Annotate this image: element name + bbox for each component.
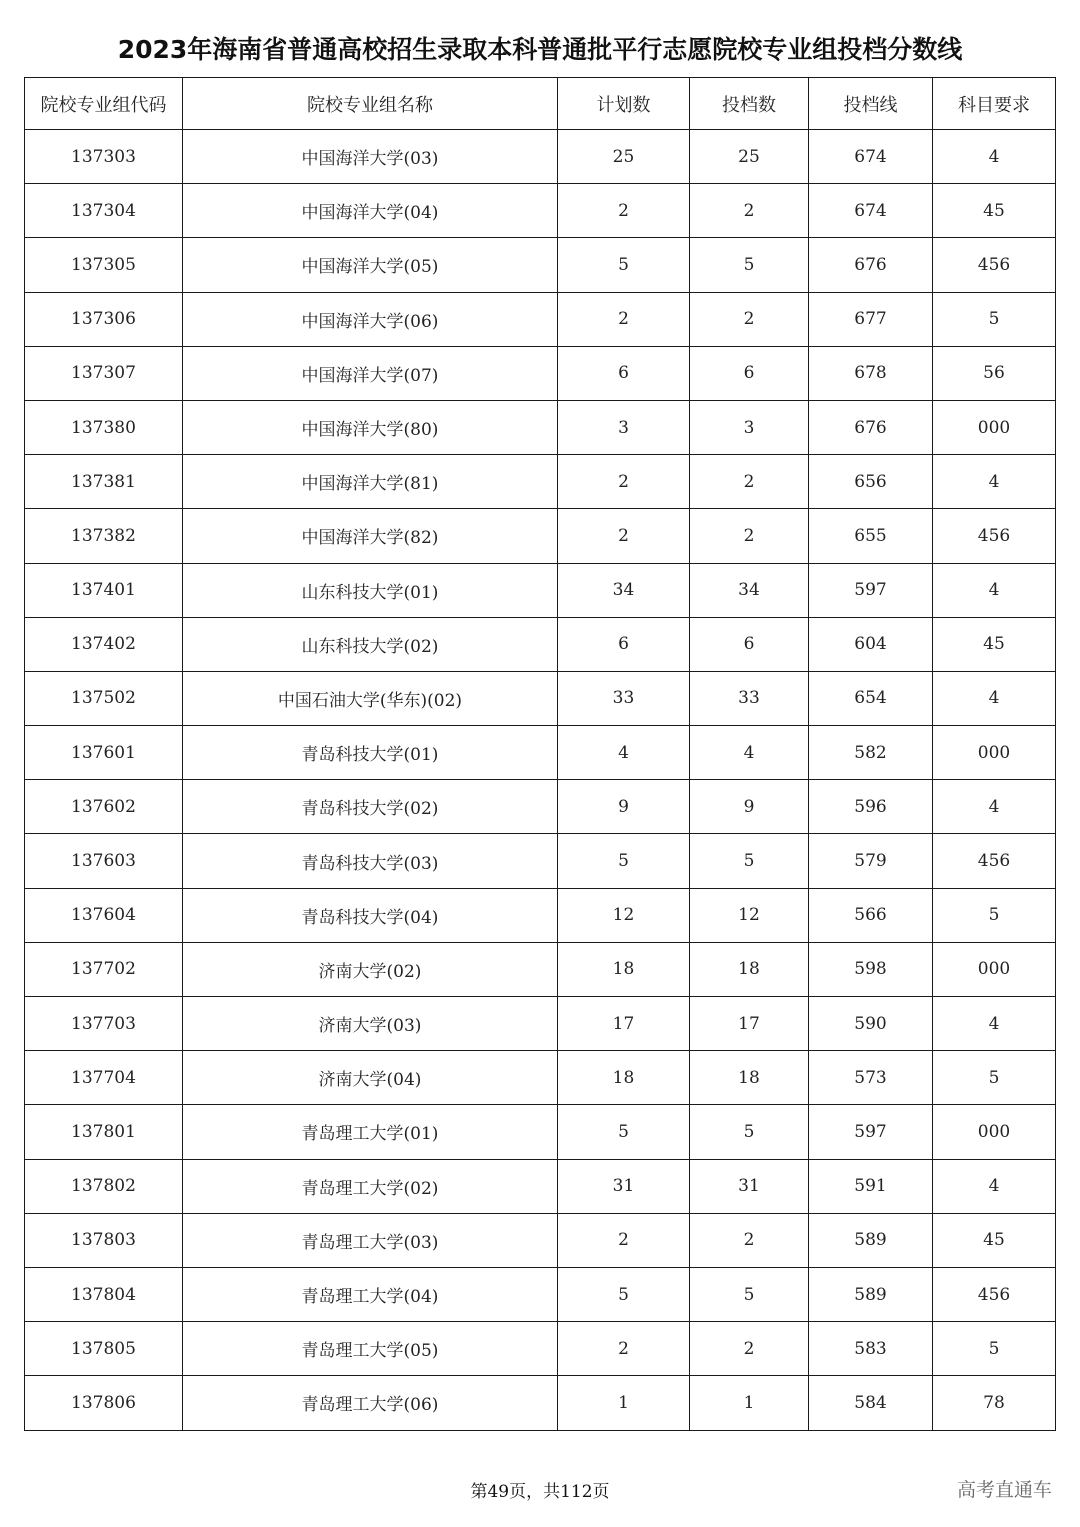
- subject-requirement-cell: 456: [933, 509, 1056, 563]
- cutoff-score-cell: 597: [809, 1105, 933, 1159]
- group-name-cell: 中国海洋大学(07): [183, 346, 558, 400]
- subject-requirement-cell: 5: [933, 292, 1056, 346]
- plan-count-cell: 3: [558, 400, 690, 454]
- subject-requirement-cell: 5: [933, 1322, 1056, 1376]
- plan-count-cell: 6: [558, 617, 690, 671]
- plan-count-cell: 25: [558, 130, 690, 184]
- cutoff-score-cell: 676: [809, 238, 933, 292]
- group-code-cell: 137806: [25, 1376, 183, 1430]
- subject-requirement-cell: 000: [933, 726, 1056, 780]
- page-number: 第49页，共112页: [470, 1482, 610, 1502]
- group-code-cell: 137307: [25, 346, 183, 400]
- group-name-cell: 青岛科技大学(02): [183, 780, 558, 834]
- plan-count-cell: 4: [558, 726, 690, 780]
- cutoff-score-cell: 583: [809, 1322, 933, 1376]
- subject-requirement-cell: 45: [933, 617, 1056, 671]
- filed-count-cell: 25: [690, 130, 809, 184]
- group-code-cell: 137704: [25, 1051, 183, 1105]
- group-name-cell: 青岛理工大学(02): [183, 1159, 558, 1213]
- plan-count-cell: 2: [558, 292, 690, 346]
- filed-count-cell: 2: [690, 184, 809, 238]
- table-row: [25, 346, 1056, 400]
- filed-count-cell: 4: [690, 726, 809, 780]
- header-row: [25, 78, 1056, 130]
- table-row: [25, 1213, 1056, 1267]
- filed-count-cell: 2: [690, 455, 809, 509]
- subject-requirement-cell: 4: [933, 455, 1056, 509]
- cutoff-score-cell: 573: [809, 1051, 933, 1105]
- group-code-cell: 137703: [25, 997, 183, 1051]
- filed-count-cell: 3: [690, 400, 809, 454]
- cutoff-score-cell: 597: [809, 563, 933, 617]
- cutoff-score-cell: 655: [809, 509, 933, 563]
- plan-count-cell: 2: [558, 1322, 690, 1376]
- subject-requirement-cell: 456: [933, 1267, 1056, 1321]
- group-code-cell: 137603: [25, 834, 183, 888]
- group-code-cell: 137602: [25, 780, 183, 834]
- subject-requirement-cell: 4: [933, 1159, 1056, 1213]
- table-row: [25, 238, 1056, 292]
- cutoff-score-cell: 579: [809, 834, 933, 888]
- group-name-cell: 济南大学(02): [183, 942, 558, 996]
- cutoff-score-cell: 656: [809, 455, 933, 509]
- group-code-cell: 137601: [25, 726, 183, 780]
- cutoff-score-cell: 589: [809, 1267, 933, 1321]
- group-name-cell: 中国海洋大学(82): [183, 509, 558, 563]
- filed-count-cell: 6: [690, 346, 809, 400]
- group-name-cell: 青岛理工大学(01): [183, 1105, 558, 1159]
- group-code-cell: 137604: [25, 888, 183, 942]
- group-code-cell: 137801: [25, 1105, 183, 1159]
- subject-requirement-cell: 4: [933, 130, 1056, 184]
- header-group-code: 院校专业组代码: [25, 78, 183, 130]
- cutoff-score-cell: 590: [809, 997, 933, 1051]
- group-code-cell: 137381: [25, 455, 183, 509]
- group-code-cell: 137802: [25, 1159, 183, 1213]
- filed-count-cell: 5: [690, 238, 809, 292]
- table-row: [25, 509, 1056, 563]
- subject-requirement-cell: 000: [933, 400, 1056, 454]
- table-row: [25, 617, 1056, 671]
- subject-requirement-cell: 456: [933, 238, 1056, 292]
- table-row: [25, 942, 1056, 996]
- cutoff-score-cell: 604: [809, 617, 933, 671]
- table-row: [25, 563, 1056, 617]
- cutoff-score-cell: 678: [809, 346, 933, 400]
- group-name-cell: 中国海洋大学(06): [183, 292, 558, 346]
- subject-requirement-cell: 45: [933, 1213, 1056, 1267]
- subject-requirement-cell: 4: [933, 563, 1056, 617]
- subject-requirement-cell: 000: [933, 942, 1056, 996]
- cutoff-score-cell: 677: [809, 292, 933, 346]
- plan-count-cell: 18: [558, 1051, 690, 1105]
- filed-count-cell: 5: [690, 1267, 809, 1321]
- group-name-cell: 青岛理工大学(03): [183, 1213, 558, 1267]
- group-name-cell: 中国石油大学(华东)(02): [183, 671, 558, 725]
- filed-count-cell: 31: [690, 1159, 809, 1213]
- cutoff-score-cell: 591: [809, 1159, 933, 1213]
- filed-count-cell: 2: [690, 1322, 809, 1376]
- filed-count-cell: 9: [690, 780, 809, 834]
- plan-count-cell: 18: [558, 942, 690, 996]
- plan-count-cell: 5: [558, 1267, 690, 1321]
- table-row: [25, 1159, 1056, 1213]
- filed-count-cell: 5: [690, 834, 809, 888]
- filed-count-cell: 18: [690, 942, 809, 996]
- plan-count-cell: 34: [558, 563, 690, 617]
- table-row: [25, 1322, 1056, 1376]
- header-plan-count: 计划数: [558, 78, 690, 130]
- plan-count-cell: 1: [558, 1376, 690, 1430]
- subject-requirement-cell: 56: [933, 346, 1056, 400]
- header-subject-requirement: 科目要求: [933, 78, 1056, 130]
- cutoff-score-cell: 598: [809, 942, 933, 996]
- group-code-cell: 137306: [25, 292, 183, 346]
- group-name-cell: 山东科技大学(02): [183, 617, 558, 671]
- table-row: [25, 834, 1056, 888]
- cutoff-score-cell: 676: [809, 400, 933, 454]
- subject-requirement-cell: 5: [933, 888, 1056, 942]
- group-code-cell: 137401: [25, 563, 183, 617]
- cutoff-score-cell: 584: [809, 1376, 933, 1430]
- group-name-cell: 青岛科技大学(03): [183, 834, 558, 888]
- header-filed-count: 投档数: [690, 78, 809, 130]
- group-name-cell: 山东科技大学(01): [183, 563, 558, 617]
- plan-count-cell: 17: [558, 997, 690, 1051]
- subject-requirement-cell: 78: [933, 1376, 1056, 1430]
- plan-count-cell: 12: [558, 888, 690, 942]
- subject-requirement-cell: 000: [933, 1105, 1056, 1159]
- group-code-cell: 137304: [25, 184, 183, 238]
- table-row: [25, 184, 1056, 238]
- group-code-cell: 137380: [25, 400, 183, 454]
- group-name-cell: 中国海洋大学(81): [183, 455, 558, 509]
- cutoff-score-cell: 596: [809, 780, 933, 834]
- filed-count-cell: 6: [690, 617, 809, 671]
- score-table: [24, 77, 1056, 1431]
- filed-count-cell: 34: [690, 563, 809, 617]
- plan-count-cell: 2: [558, 455, 690, 509]
- table-row: [25, 888, 1056, 942]
- filed-count-cell: 1: [690, 1376, 809, 1430]
- group-name-cell: 青岛理工大学(05): [183, 1322, 558, 1376]
- table-body: [25, 130, 1056, 1431]
- plan-count-cell: 5: [558, 1105, 690, 1159]
- group-code-cell: 137804: [25, 1267, 183, 1321]
- plan-count-cell: 6: [558, 346, 690, 400]
- group-name-cell: 济南大学(03): [183, 997, 558, 1051]
- plan-count-cell: 33: [558, 671, 690, 725]
- table-row: [25, 1051, 1056, 1105]
- group-name-cell: 中国海洋大学(04): [183, 184, 558, 238]
- subject-requirement-cell: 45: [933, 184, 1056, 238]
- group-code-cell: 137502: [25, 671, 183, 725]
- group-name-cell: 青岛理工大学(04): [183, 1267, 558, 1321]
- subject-requirement-cell: 4: [933, 671, 1056, 725]
- table-row: [25, 455, 1056, 509]
- table-row: [25, 400, 1056, 454]
- page-title: 2023年海南省普通高校招生录取本科普通批平行志愿院校专业组投档分数线: [117, 35, 963, 64]
- table-row: [25, 780, 1056, 834]
- cutoff-score-cell: 582: [809, 726, 933, 780]
- plan-count-cell: 9: [558, 780, 690, 834]
- plan-count-cell: 2: [558, 184, 690, 238]
- header-group-name: 院校专业组名称: [183, 78, 558, 130]
- group-name-cell: 中国海洋大学(80): [183, 400, 558, 454]
- filed-count-cell: 18: [690, 1051, 809, 1105]
- group-code-cell: 137382: [25, 509, 183, 563]
- plan-count-cell: 5: [558, 238, 690, 292]
- group-name-cell: 青岛科技大学(04): [183, 888, 558, 942]
- group-code-cell: 137702: [25, 942, 183, 996]
- table-row: [25, 1105, 1056, 1159]
- table-row: [25, 726, 1056, 780]
- subject-requirement-cell: 456: [933, 834, 1056, 888]
- table-row: [25, 1267, 1056, 1321]
- header-cutoff-score: 投档线: [809, 78, 933, 130]
- table-row: [25, 1376, 1056, 1430]
- watermark: 高考直通车: [956, 1479, 1052, 1501]
- group-name-cell: 济南大学(04): [183, 1051, 558, 1105]
- cutoff-score-cell: 654: [809, 671, 933, 725]
- subject-requirement-cell: 4: [933, 997, 1056, 1051]
- group-code-cell: 137303: [25, 130, 183, 184]
- filed-count-cell: 2: [690, 1213, 809, 1267]
- table-row: [25, 671, 1056, 725]
- filed-count-cell: 2: [690, 292, 809, 346]
- group-code-cell: 137803: [25, 1213, 183, 1267]
- group-name-cell: 青岛理工大学(06): [183, 1376, 558, 1430]
- filed-count-cell: 33: [690, 671, 809, 725]
- table-row: [25, 292, 1056, 346]
- cutoff-score-cell: 674: [809, 184, 933, 238]
- filed-count-cell: 17: [690, 997, 809, 1051]
- plan-count-cell: 2: [558, 509, 690, 563]
- plan-count-cell: 31: [558, 1159, 690, 1213]
- group-name-cell: 中国海洋大学(03): [183, 130, 558, 184]
- filed-count-cell: 5: [690, 1105, 809, 1159]
- table-row: [25, 130, 1056, 184]
- cutoff-score-cell: 589: [809, 1213, 933, 1267]
- subject-requirement-cell: 4: [933, 780, 1056, 834]
- plan-count-cell: 2: [558, 1213, 690, 1267]
- table-row: [25, 997, 1056, 1051]
- cutoff-score-cell: 566: [809, 888, 933, 942]
- cutoff-score-cell: 674: [809, 130, 933, 184]
- group-code-cell: 137305: [25, 238, 183, 292]
- filed-count-cell: 12: [690, 888, 809, 942]
- group-code-cell: 137805: [25, 1322, 183, 1376]
- group-code-cell: 137402: [25, 617, 183, 671]
- subject-requirement-cell: 5: [933, 1051, 1056, 1105]
- group-name-cell: 青岛科技大学(01): [183, 726, 558, 780]
- group-name-cell: 中国海洋大学(05): [183, 238, 558, 292]
- filed-count-cell: 2: [690, 509, 809, 563]
- plan-count-cell: 5: [558, 834, 690, 888]
